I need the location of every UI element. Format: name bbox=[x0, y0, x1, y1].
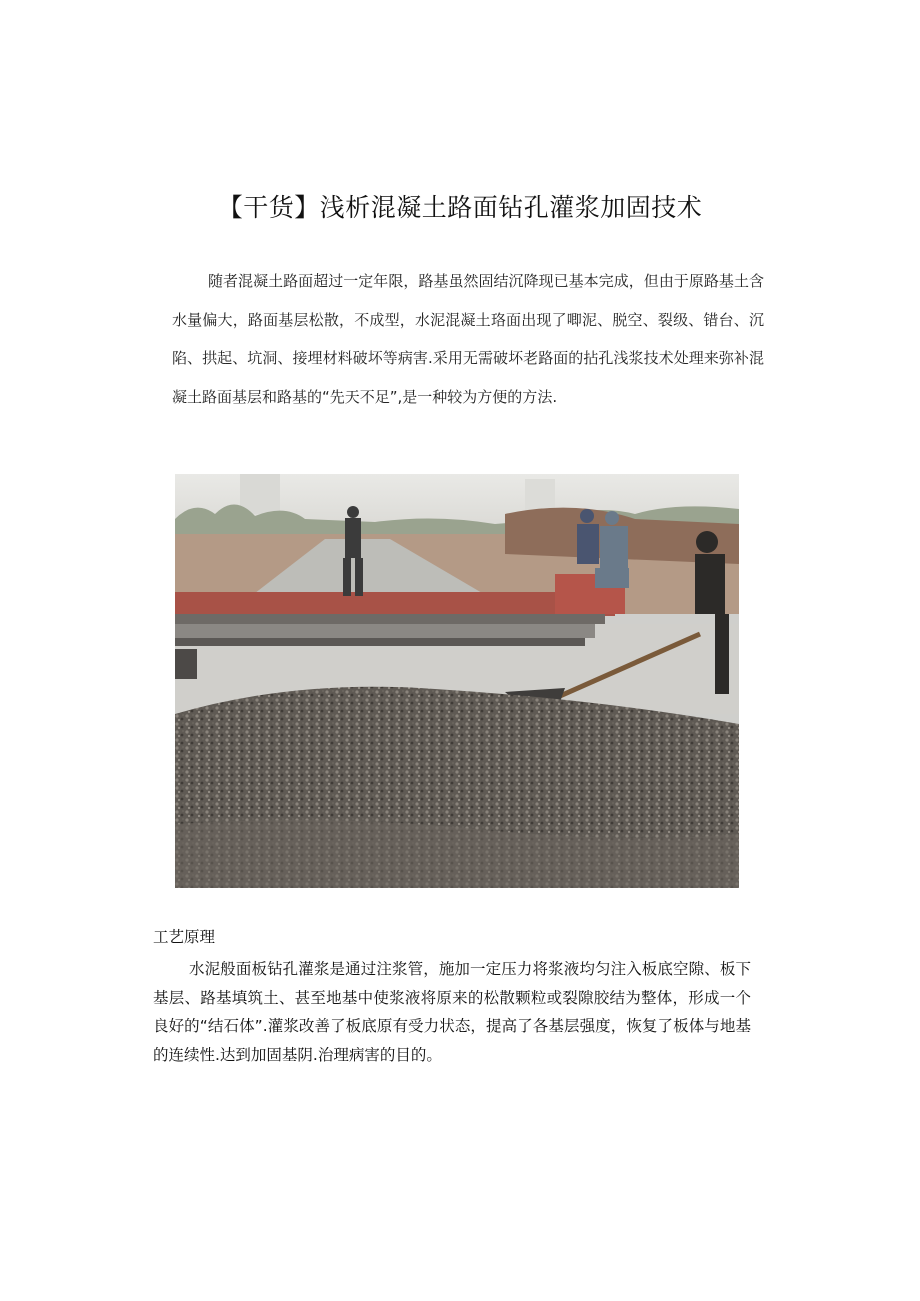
article-title: 【干货】浅析混凝土路面钻孔灌浆加固技术 bbox=[217, 193, 703, 222]
section-body: 水泥般面板钻孔灌浆是通过注浆管，施加一定压力将浆液均匀注入板底空隙、板下基层、路基填筑土、甚至地基中使浆液将原来的松散颗粒或裂隙胶结为整体，形成一个良好的“结石体”.灌浆改善了板底原有受力状态，提高了各基层强度，恢复了板体与地基的连续性.达到加固基阴.治理病害的目的。 bbox=[153, 960, 751, 1064]
section-heading: 工艺原理 bbox=[153, 928, 216, 946]
intro-paragraph: 随者混凝土路面超过一定年限，路基虽然固结沉降现已基本完成，但由于原路基土含水量偏大，路面基层松散，不成型，水泥混凝土珞面出现了唧泥、脱空、裂级、错台、沉陷、拱起、坑洞、接埋材料破坏等病害.采用无需破坏老路面的拈孔浅浆技术处理来弥补混凝土路面基层和路基的“先天不足”,是一种较为方便的方法. bbox=[172, 272, 764, 406]
road-construction-photo bbox=[175, 474, 739, 888]
